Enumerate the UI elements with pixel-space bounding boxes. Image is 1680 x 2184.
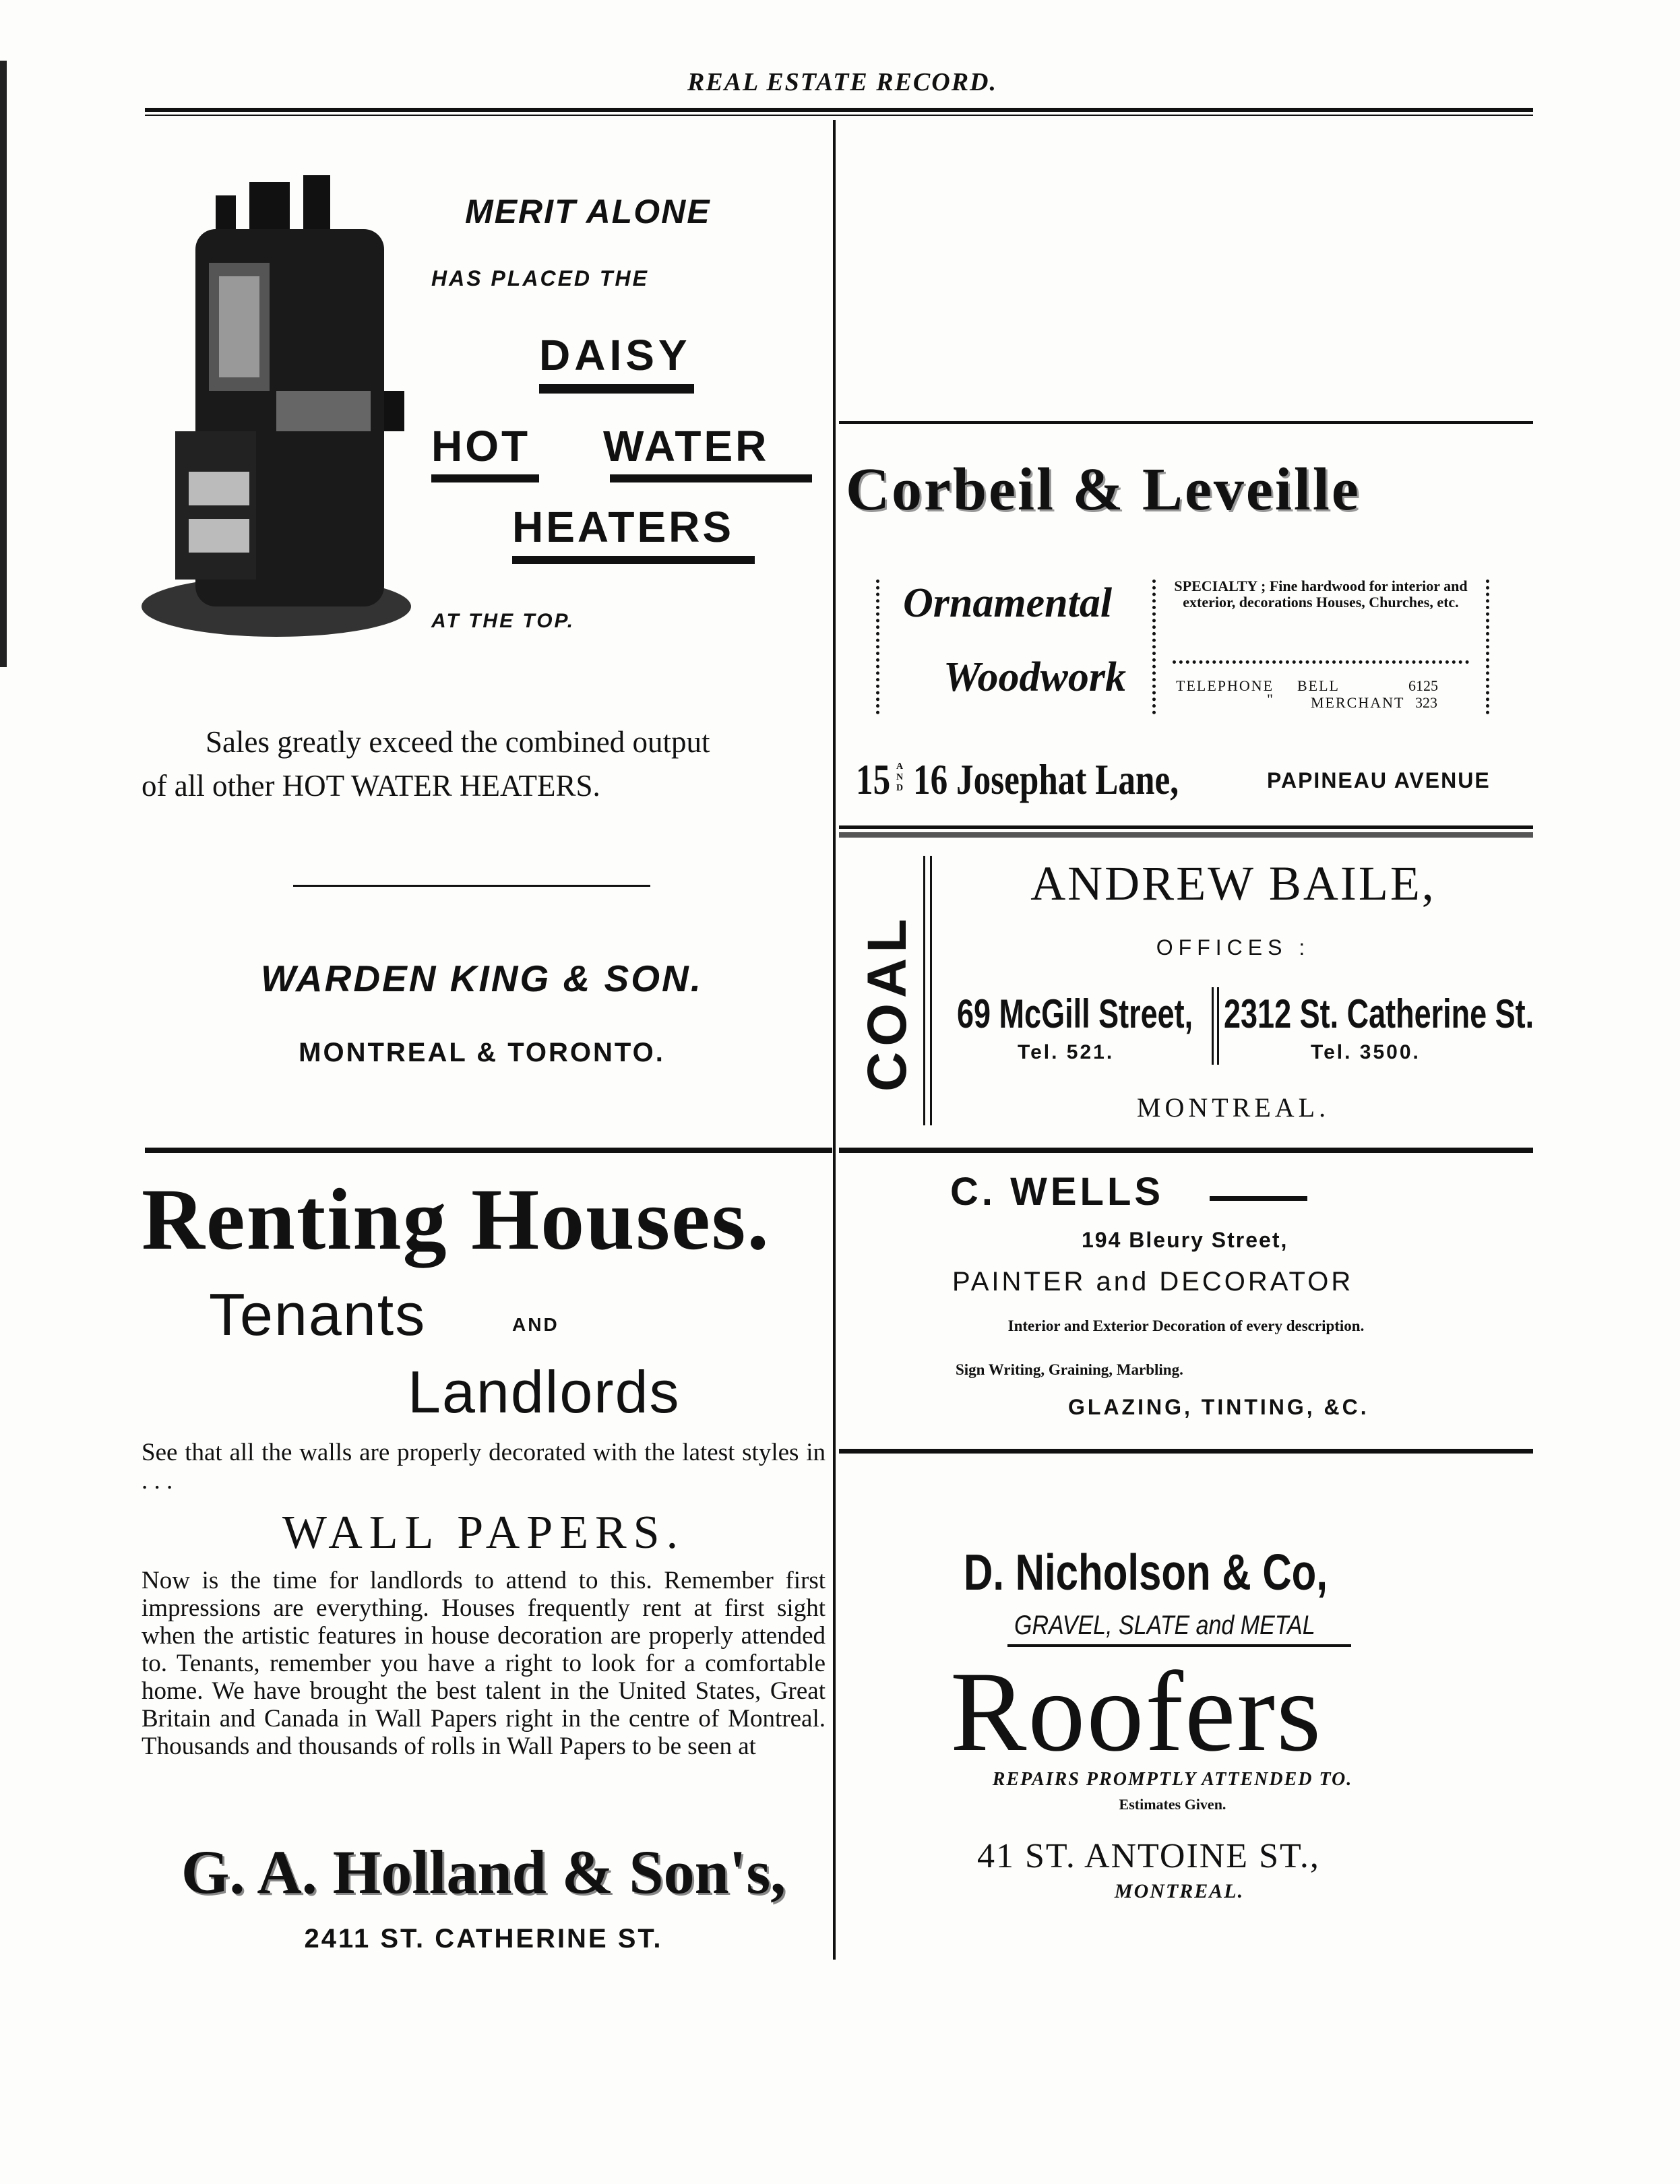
renting-body: Now is the time for landlords to attend to this. Remember first impressions are everything. Houses frequently rent at first sight when the artistic features in house decoration are properly attended to. Tenants, remember you have a right to look for a comfortable home. We have brought the best talent in the United States, Great Britain and Canada in Wall Papers right in the centre of Montreal. Thousands and thousands of rolls in Wall Papers to be seen at	[142, 1567, 826, 1760]
corbeil-bell-label: BELL	[1297, 677, 1340, 694]
corbeil-avenue: PAPINEAU AVENUE	[1267, 768, 1491, 792]
nicholson-materials: GRAVEL, SLATE and METAL	[1014, 1611, 1315, 1640]
wells-bottom-rule	[839, 1449, 1533, 1454]
nicholson-trade: Roofers	[950, 1648, 1323, 1775]
baile-address-divider-2	[1217, 987, 1219, 1065]
brand-underline	[539, 384, 694, 394]
corbeil-and-mark: AND	[896, 761, 904, 793]
wells-name-flourish	[1210, 1196, 1307, 1201]
header-rule-thin	[145, 115, 1533, 116]
baile-city: MONTREAL.	[1136, 1092, 1330, 1123]
scan-edge-mark	[0, 61, 7, 667]
corbeil-merchant-number: 323	[1415, 694, 1437, 711]
corbeil-top-rule	[839, 421, 1533, 424]
corbeil-ditto-mark: "	[1267, 691, 1273, 708]
baile-vertical-rule-1	[923, 856, 925, 1125]
daisy-at-top: AT THE TOP.	[431, 610, 575, 632]
middle-rule-right	[839, 1148, 1533, 1153]
corbeil-specialty: SPECIALTY ; Fine hardwood for interior and exterior, decorations Houses, Churches, etc.	[1174, 578, 1468, 611]
product-underline-1	[431, 474, 539, 482]
product-underline-2	[610, 474, 812, 482]
renting-tenants: Tenants	[209, 1281, 427, 1348]
corbeil-bell-number: 6125	[1408, 677, 1438, 694]
daisy-brand: DAISY	[539, 331, 691, 379]
daisy-product-hot: HOT	[431, 422, 531, 470]
nicholson-city: MONTREAL.	[1114, 1880, 1245, 1902]
corbeil-telephone-label: TELEPHONE	[1176, 677, 1274, 694]
nicholson-name: D. Nicholson & Co,	[964, 1544, 1328, 1600]
daisy-headline: MERIT ALONE	[465, 193, 711, 230]
nicholson-materials-underline	[1007, 1644, 1351, 1647]
renting-address: 2411 ST. CATHERINE ST.	[304, 1924, 663, 1954]
nicholson-address: 41 ST. ANTOINE ST.,	[977, 1837, 1320, 1875]
wells-trade: PAINTER and DECORATOR	[952, 1267, 1354, 1297]
warden-cities: MONTREAL & TORONTO.	[299, 1038, 665, 1067]
renting-wallpapers: WALL PAPERS.	[282, 1507, 685, 1559]
warden-company: WARDEN KING & SON.	[261, 958, 703, 999]
renting-headline: Renting Houses.	[142, 1171, 770, 1268]
wells-description: Interior and Exterior Decoration of every description.	[1007, 1317, 1365, 1334]
baile-offices: OFFICES :	[1156, 935, 1311, 960]
daisy-subline: HAS PLACED THE	[431, 266, 649, 290]
renting-intro: See that all the walls are properly decorated with the latest styles in . . .	[142, 1439, 826, 1495]
daisy-product-heaters: HEATERS	[512, 503, 735, 551]
baile-address-1: 69 McGill Street,	[957, 991, 1193, 1036]
corbeil-address-street: 16 Josephat Lane,	[913, 755, 1179, 803]
corbeil-box-mid-dots	[1152, 580, 1156, 714]
wells-glazing: GLAZING, TINTING, &C.	[1068, 1395, 1369, 1419]
wells-street: 194 Bleury Street,	[1082, 1228, 1288, 1252]
renting-firm: G. A. Holland & Son's,	[181, 1838, 786, 1906]
nicholson-estimates: Estimates Given.	[1119, 1796, 1226, 1813]
corbeil-inner-dots	[1173, 660, 1469, 664]
corbeil-bottom-rule	[839, 825, 1533, 829]
baile-tel-2: Tel. 3500.	[1311, 1041, 1421, 1063]
corbeil-ornamental: Ornamental	[903, 580, 1113, 626]
boiler-illustration	[135, 175, 431, 647]
page-title: REAL ESTATE RECORD.	[687, 68, 997, 96]
corbeil-box-right-dots	[1486, 580, 1489, 714]
header-rule	[145, 108, 1533, 112]
baile-name: ANDREW BAILE,	[1030, 856, 1436, 910]
corbeil-address-number: 15	[856, 755, 891, 803]
daisy-sales-line-2: of all other HOT WATER HEATERS.	[142, 769, 600, 803]
corbeil-merchant-label: MERCHANT	[1311, 694, 1405, 711]
baile-vertical-rule-2	[930, 856, 932, 1125]
corbeil-bottom-rule-2	[839, 832, 1533, 838]
corbeil-woodwork: Woodwork	[943, 654, 1127, 700]
baile-address-divider	[1212, 987, 1214, 1065]
wells-name: C. WELLS	[950, 1170, 1164, 1214]
baile-coal-label: COAL	[857, 913, 918, 1092]
wells-services: Sign Writing, Graining, Marbling.	[956, 1361, 1183, 1378]
corbeil-name: Corbeil & Leveille	[846, 456, 1361, 523]
daisy-divider	[293, 885, 650, 887]
baile-address-2: 2312 St. Catherine St.	[1224, 991, 1534, 1036]
renting-and: AND	[512, 1314, 559, 1335]
middle-rule-left	[145, 1148, 832, 1153]
corbeil-box-left-dots	[876, 580, 879, 714]
daisy-sales-line-1: Sales greatly exceed the combined output	[206, 725, 710, 759]
baile-tel-1: Tel. 521.	[1018, 1041, 1115, 1063]
product-underline-3	[512, 556, 755, 564]
daisy-product-water: WATER	[603, 422, 770, 470]
renting-landlords: Landlords	[408, 1359, 681, 1425]
column-divider	[833, 120, 836, 1960]
nicholson-repairs: REPAIRS PROMPTLY ATTENDED TO.	[992, 1769, 1353, 1790]
